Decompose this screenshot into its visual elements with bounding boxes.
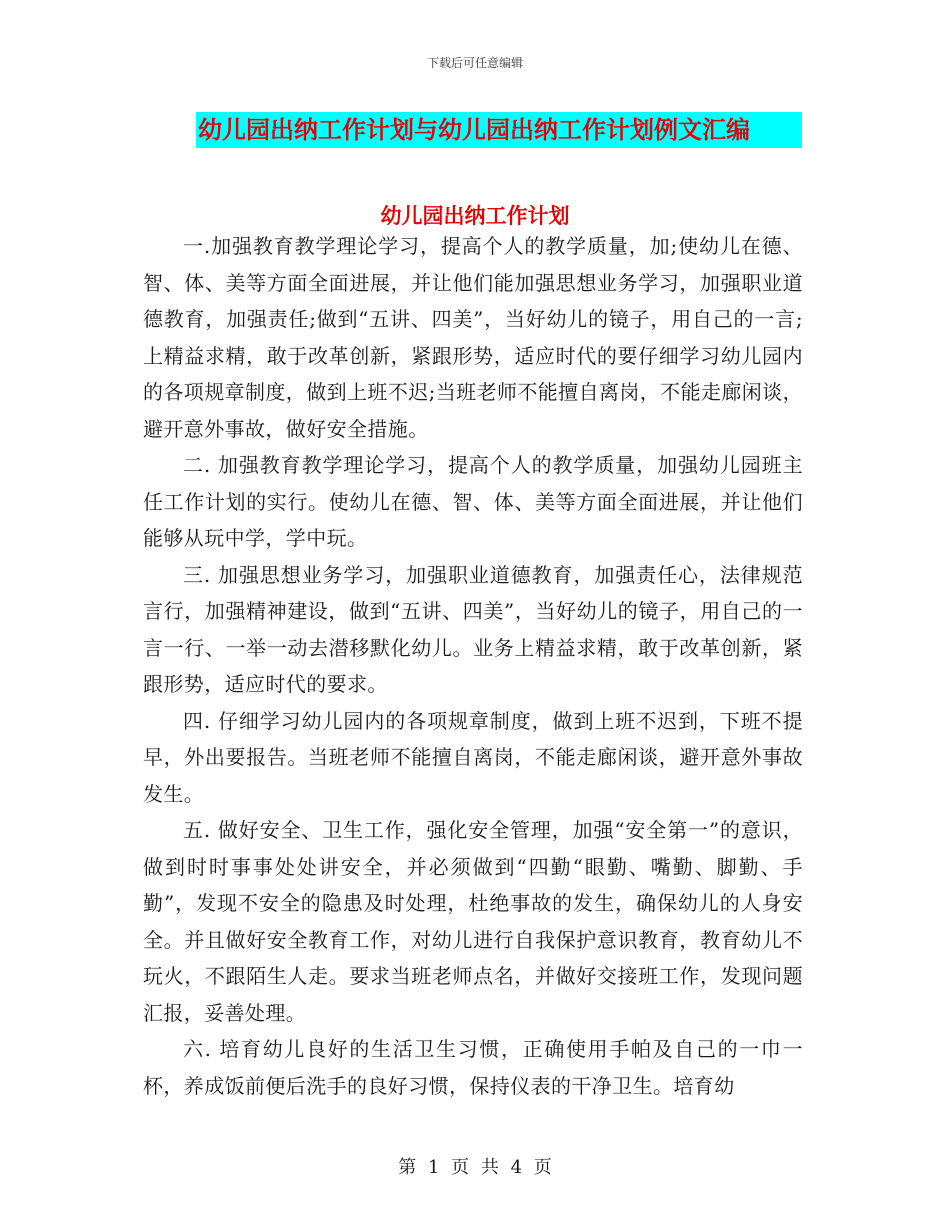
section-title: 幼儿园出纳工作计划 xyxy=(380,204,570,228)
paragraph-1: 一.加强教育教学理论学习，提高个人的教学质量，加;使幼儿在德、智、体、美等方面全面进展，并让他们能加强思想业务学习，加强职业道德教育，加强责任;做到“五讲、四美”，当好幼儿的镜子，用自己的一言;上精益求精，敢于改革创新，紧跟形势，适应时代的要仔细学习幼儿园内的各项规章制度，做到上班不迟;当班老师不能擅自离岗，不能走廊闲谈，避开意外事故，做好安全措施。 xyxy=(143,234,803,441)
paragraph-3: 三. 加强思想业务学习，加强职业道德教育，加强责任心，法律规范言行，加强精神建设，做到“五讲、四美”，当好幼儿的镜子，用自己的一言一行、一举一动去潜移默化幼儿。业务上精益求精，敢于改革创新，紧跟形势，适应时代的要求。 xyxy=(143,562,803,696)
paragraph-2: 二. 加强教育教学理论学习，提高个人的教学质量，加强幼儿园班主任工作计划的实行。使幼儿在德、智、体、美等方面全面进展，并让他们能够从玩中学，学中玩。 xyxy=(143,453,803,550)
paragraph-4: 四. 仔细学习幼儿园内的各项规章制度，做到上班不迟到，下班不提早，外出要报告。当班老师不能擅自离岗，不能走廊闲谈，避开意外事故发生。 xyxy=(143,708,803,806)
page-indicator: 第 1 页 共 4 页 xyxy=(398,1157,552,1178)
header-note: 下载后可任意编辑 xyxy=(426,56,523,70)
paragraph-6: 六. 培育幼儿良好的生活卫生习惯，正确使用手帕及自己的一巾一杯，养成饭前便后洗手的良好习惯，保持仪表的干净卫生。培育幼 xyxy=(143,1037,803,1098)
paragraph-5: 五. 做好安全、卫生工作，强化安全管理，加强“安全第一”的意识，做到时时事事处处讲安全，并必须做到“四勤“眼勤、嘴勤、脚勤、手勤”，发现不安全的隐患及时处理，杜绝事故的发生，确保幼儿的人身安全。并且做好安全教育工作，对幼儿进行自我保护意识教育，教育幼儿不玩火，不跟陌生人走。要求当班老师点名，并做好交接班工作，发现问题汇报，妥善处理。 xyxy=(143,818,803,1025)
document-body xyxy=(143,228,803,1104)
document-title-highlight xyxy=(196,112,802,148)
document-title: 幼儿园出纳工作计划与幼儿园出纳工作计划例文汇编 xyxy=(198,116,750,144)
